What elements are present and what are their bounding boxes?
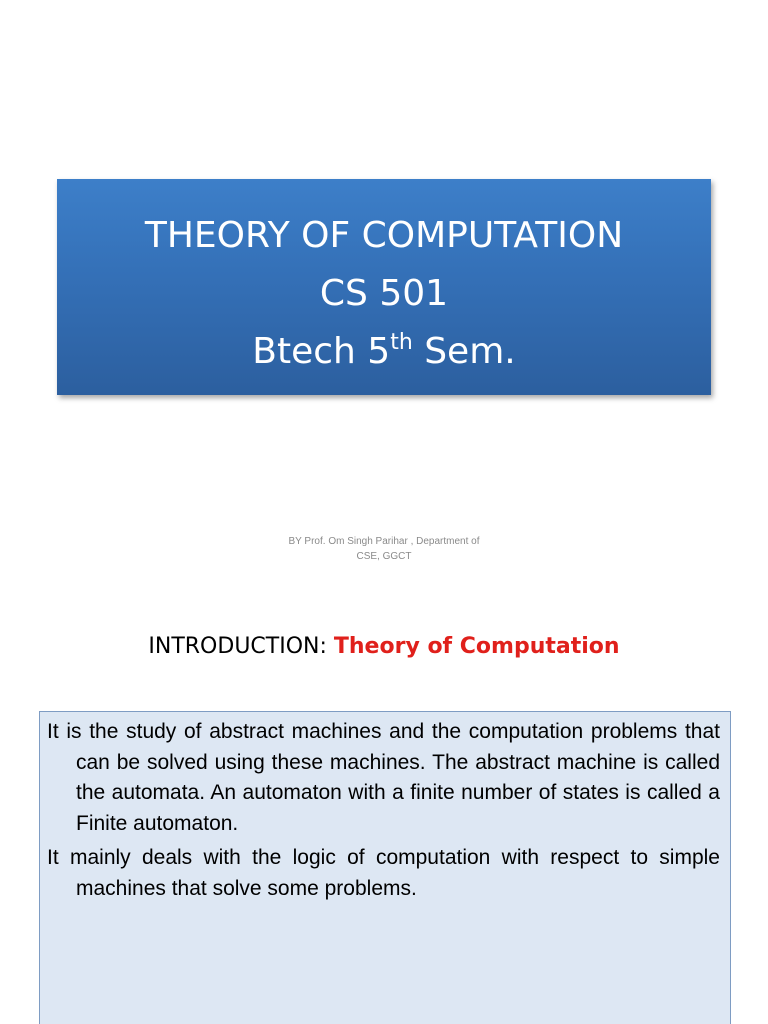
introduction-heading bbox=[0, 631, 768, 663]
title-line-3 bbox=[57, 323, 711, 381]
introduction-label: INTRODUCTION: bbox=[148, 634, 334, 659]
content-paragraph-1: It is the study of abstract machines and the computation problems that can be solved using these machines. The abstract machine is called the automata. An automaton with a finite number of states is called a Finite automaton. bbox=[47, 720, 720, 835]
title-line-3-prefix: Btech 5 bbox=[252, 331, 391, 372]
title-box bbox=[57, 179, 711, 395]
author-credit bbox=[234, 534, 534, 564]
content-box bbox=[39, 711, 731, 1024]
author-line-1: BY Prof. Om Singh Parihar , Department of bbox=[288, 536, 480, 547]
title-line-1: THEORY OF COMPUTATION bbox=[144, 215, 624, 256]
title-line-2: CS 501 bbox=[319, 273, 449, 314]
title-line-3-suffix: Sem. bbox=[412, 331, 516, 372]
introduction-highlight: Theory of Computation bbox=[333, 634, 620, 659]
content-paragraph-2: It mainly deals with the logic of computation with respect to simple machines that solve some problems. bbox=[47, 846, 720, 900]
title-line-3-superscript: th bbox=[390, 330, 413, 355]
author-line-2: CSE, GGCT bbox=[356, 551, 412, 562]
